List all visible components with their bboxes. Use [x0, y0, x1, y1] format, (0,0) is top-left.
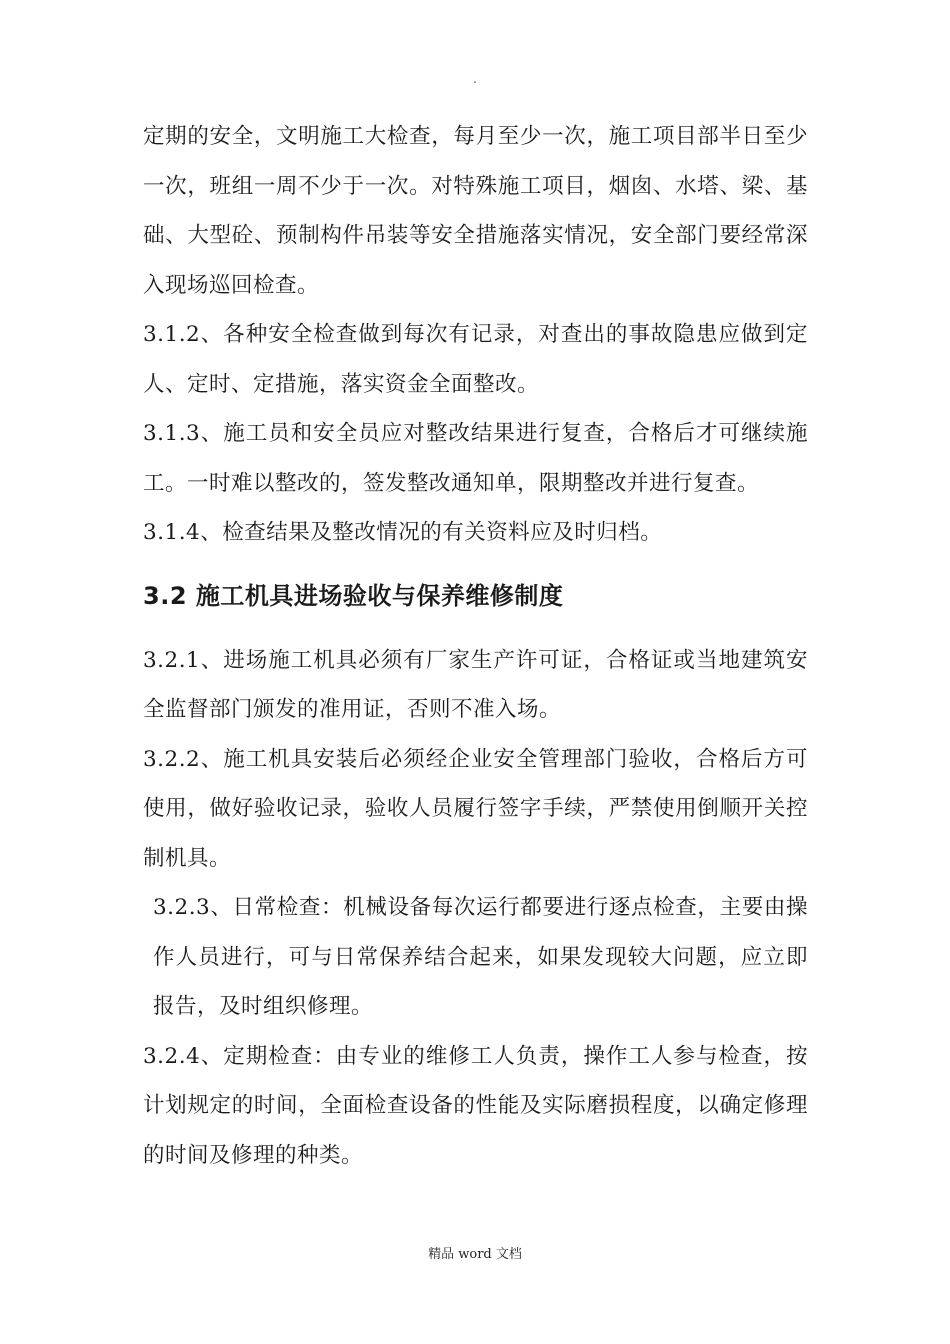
paragraph-3-1-3: 3.1.3、施工员和安全员应对整改结果进行复查，合格后才可继续施工。一时难以整改的，签发整改通知单，限期整改并进行复查。 — [143, 421, 808, 496]
paragraph-3-1-2: 3.1.2、各种安全检查做到每次有记录，对查出的事故隐患应做到定人、定时、定措施，落实资金全面整改。 — [143, 322, 808, 397]
header-mark: . — [473, 72, 477, 86]
document-body — [143, 112, 808, 1180]
paragraph-3-2-1: 3.2.1、进场施工机具必须有厂家生产许可证，合格证或当地建筑安全监督部门颁发的准用证，否则不准入场。 — [143, 647, 808, 722]
paragraph-intro: 定期的安全，文明施工大检查，每月至少一次，施工项目部半日至少一次，班组一周不少于一次。对特殊施工项目，烟囱、水塔、梁、基础、大型砼、预制构件吊装等安全措施落实情况，安全部门要经常深入现场巡回检查。 — [143, 124, 808, 298]
paragraph-3-2-2: 3.2.2、施工机具安装后必须经企业安全管理部门验收，合格后方可使用，做好验收记录，验收人员履行签字手续，严禁使用倒顺开关控制机具。 — [143, 746, 808, 871]
paragraph-3-2-3: 3.2.3、日常检查：机械设备每次运行都要进行逐点检查，主要由操作人员进行，可与日常保养结合起来，如果发现较大问题，应立即报告，及时组织修理。 — [153, 895, 808, 1019]
page-footer: 精品 word 文档 — [428, 1247, 522, 1262]
section-heading-3-2: 3.2 施工机具进场验收与保养维修制度 — [143, 581, 564, 610]
paragraph-3-1-4: 3.1.4、检查结果及整改情况的有关资料应及时归档。 — [143, 520, 663, 545]
paragraph-3-2-4: 3.2.4、定期检查：由专业的维修工人负责，操作工人参与检查，按计划规定的时间，全面检查设备的性能及实际磨损程度，以确定修理的时间及修理的种类。 — [143, 1043, 808, 1168]
